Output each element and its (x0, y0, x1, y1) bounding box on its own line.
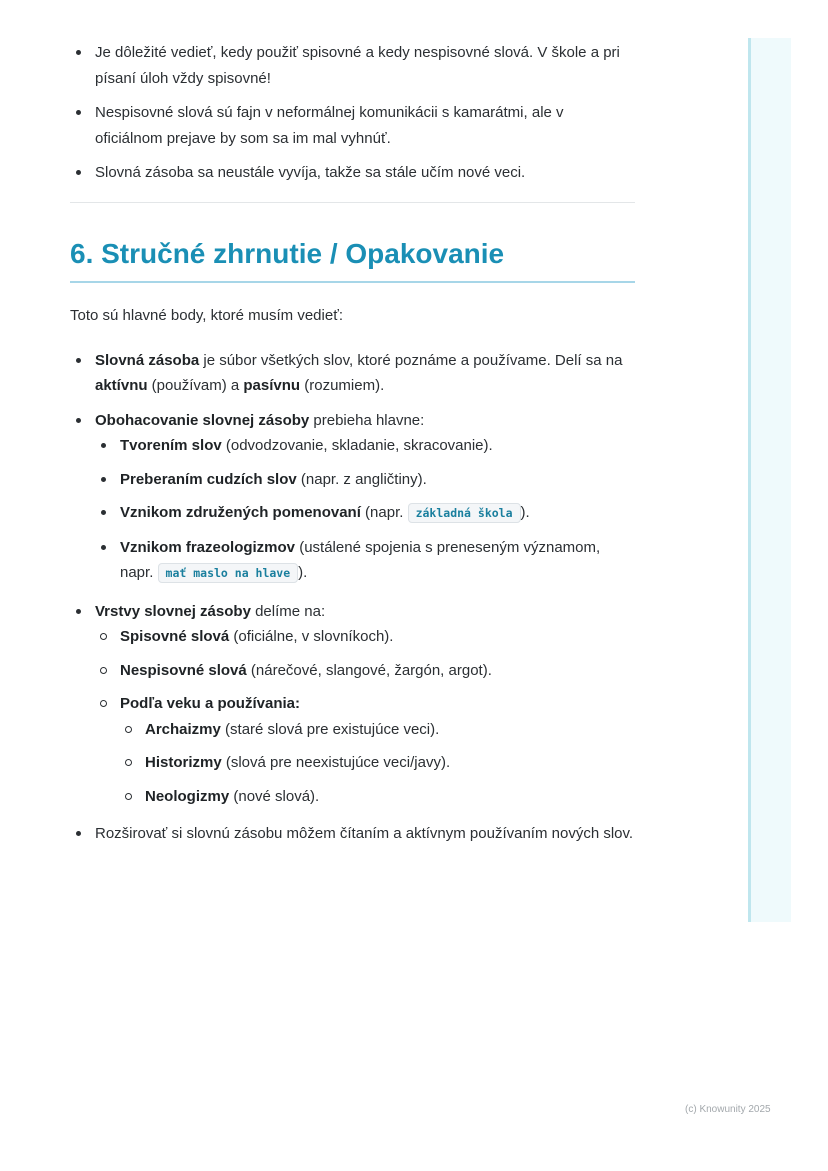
list-item: Archaizmy (staré slová pre existujúce veci). (120, 717, 635, 743)
list-item: Vznikom združených pomenovaní (napr. základná škola ). (95, 500, 635, 527)
copyright-footer: (c) Knowunity 2025 (685, 1104, 771, 1115)
list-item: Nespisovné slová sú fajn v neformálnej komunikácii s kamarátmi, ale v oficiálnom prejave by som sa im mal vyhnúť. (70, 100, 635, 151)
inline-code: mať maslo na hlave (158, 563, 299, 583)
list-item: Historizmy (slová pre neexistujúce veci/javy). (120, 750, 635, 776)
list-item: Tvorením slov (odvodzovanie, skladanie, skracovanie). (95, 433, 635, 459)
layers-sublist (95, 624, 635, 809)
section-heading: 6. Stručné zhrnutie / Opakovanie (70, 237, 635, 283)
enrichment-sublist (95, 433, 635, 587)
list-item: Vznikom frazeologizmov (ustálené spojenia s preneseným významom, napr. mať maslo na hlave ). (95, 535, 635, 587)
list-item: Je dôležité vedieť, kedy použiť spisovné a kedy nespisovné slová. V škole a pri písaní úloh vždy spisovné! (70, 40, 635, 91)
section-divider (70, 202, 635, 203)
age-usage-sublist (120, 717, 635, 810)
list-item: Preberaním cudzích slov (napr. z angličtiny). (95, 467, 635, 493)
list-item: Nespisovné slová (nárečové, slangové, žargón, argot). (95, 658, 635, 684)
list-item: Rozširovať si slovnú zásobu môžem čítaním a aktívnym používaním nových slov. (70, 821, 635, 847)
list-item: Neologizmy (nové slová). (120, 784, 635, 810)
section-intro: Toto sú hlavné body, ktoré musím vedieť: (70, 306, 343, 324)
document-content (70, 40, 635, 856)
list-item: Slovná zásoba sa neustále vyvíja, takže sa stále učím nové veci. (70, 160, 635, 186)
list-item: Obohacovanie slovnej zásoby prebieha hlavne: Tvorením slov (odvodzovanie, skladanie, skracovanie). Preberaním cudzích slov (napr. z angličtiny). Vznikom združených pomenovaní (napr. základná škola ). Vznikom frazeologizmov (ustálené spojenia s preneseným významom, napr. mať maslo na hlave ). (70, 408, 635, 587)
summary-list (70, 348, 635, 847)
list-item: Vrstvy slovnej zásoby delíme na: Spisovné slová (oficiálne, v slovníkoch). Nespisovné slová (nárečové, slangové, žargón, argot). Podľa veku a používania: Archaizmy (staré slová pre existujúce veci). Historizmy (slová pre neexistujúce veci/javy). Neologizmy (nové slová). (70, 599, 635, 810)
inline-code: základná škola (408, 503, 521, 523)
list-item: Podľa veku a používania: Archaizmy (staré slová pre existujúce veci). Historizmy (slová pre neexistujúce veci/javy). Neologizmy (nové slová). (95, 691, 635, 809)
list-item: Spisovné slová (oficiálne, v slovníkoch). (95, 624, 635, 650)
sidebar-panel (748, 38, 791, 922)
list-item: Slovná zásoba je súbor všetkých slov, ktoré poznáme a používame. Delí sa na aktívnu (používam) a pasívnu (rozumiem). (70, 348, 635, 399)
top-bullet-list (70, 40, 635, 186)
